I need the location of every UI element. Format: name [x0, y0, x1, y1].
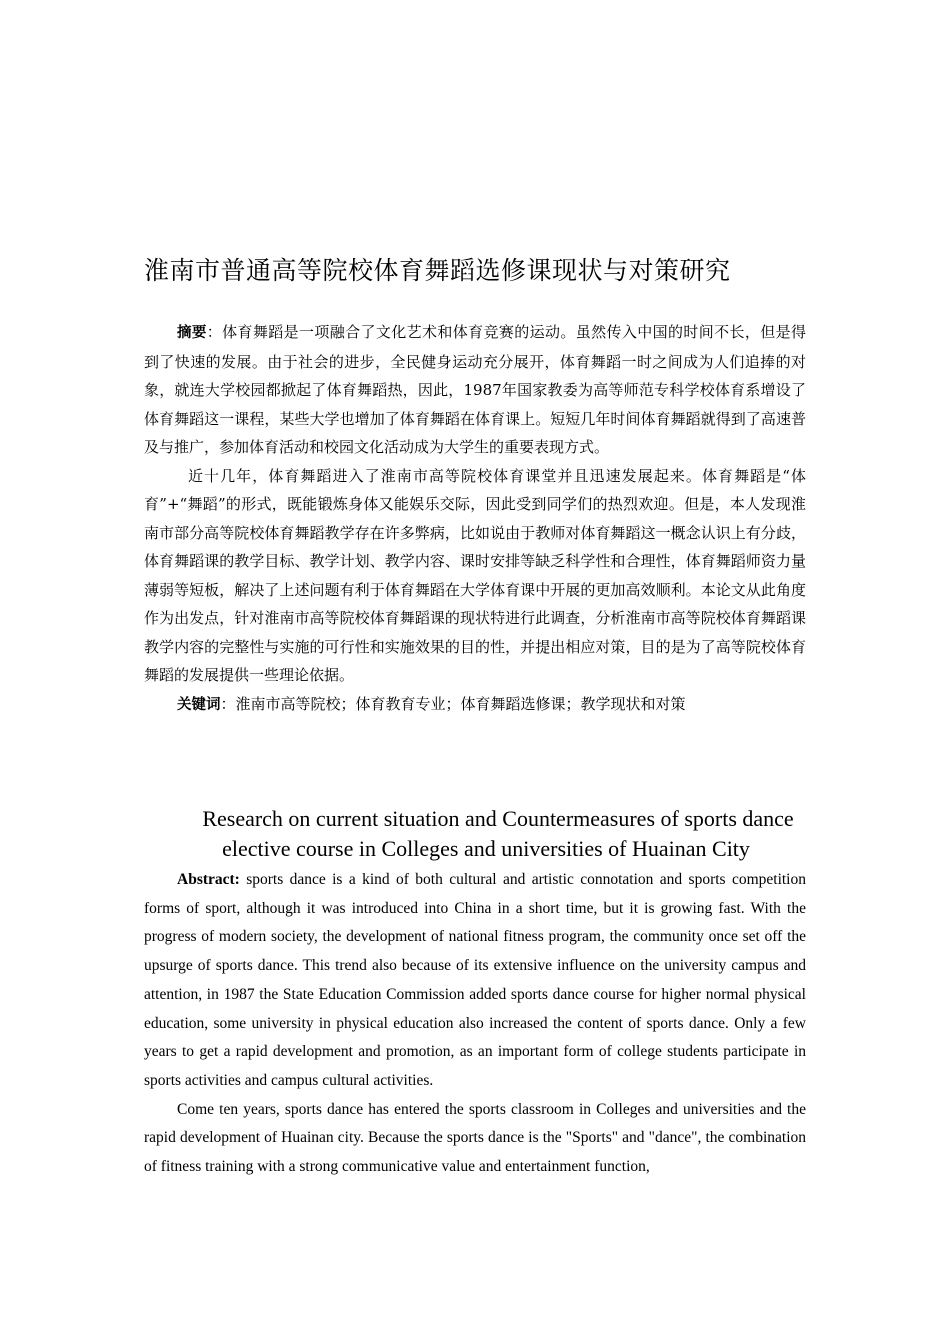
chinese-abstract-paragraph-2: 近十几年，体育舞蹈进入了淮南市高等院校体育课堂并且迅速发展起来。体育舞蹈是“体育”+“舞蹈”的形式，既能锻炼身体又能娱乐交际，因此受到同学们的热烈欢迎。但是，本人发现淮南市部分高等院校体育舞蹈教学存在许多弊病，比如说由于教师对体育舞蹈这一概念认识上有分歧，体育舞蹈课的教学目标、教学计划、教学内容、课时安排等缺乏科学性和合理性，体育舞蹈师资力量薄弱等短板，解决了上述问题有利于体育舞蹈在大学体育课中开展的更加高效顺利。本论文从此角度作为出发点，针对淮南市高等院校体育舞蹈课的现状特进行此调查，分析淮南市高等院校体育舞蹈课教学内容的完整性与实施的可行性和实施效果的目的性，并提出相应对策，目的是为了高等院校体育舞蹈的发展提供一些理论依据。 [144, 466, 806, 684]
keywords-label: 关键词 [177, 696, 221, 713]
english-abstract-section [144, 866, 806, 1182]
english-abstract-text-1: sports dance is a kind of both cultural and artistic connotation and sports competition forms of sport, although it was introduced into China in a short time, but it is growing fast. With the progress of modern society, the development of national fitness program, the community once set off the upsurge of sports dance. This trend also because of its extensive influence on the university campus and attention, in 1987 the State Education Commission added sports dance course for higher normal physical education, some university in physical education also increased the content of sports dance. Only a few years to get a rapid development and promotion, as an important form of college students participate in sports activities and campus cultural activities. [144, 871, 806, 1089]
keywords-text: 淮南市高等院校；体育教育专业；体育舞蹈选修课；教学现状和对策 [235, 694, 686, 713]
english-abstract-label: Abstract: [177, 871, 240, 888]
chinese-abstract-paragraph-1 [144, 318, 806, 462]
keywords-label-colon: ： [220, 694, 236, 713]
abstract-label: 摘要 [177, 325, 207, 341]
chinese-keywords [144, 690, 806, 720]
english-abstract-paragraph-1 [144, 866, 806, 1096]
chinese-title: 淮南市普通高等院校体育舞蹈选修课现状与对策研究 [144, 256, 731, 285]
english-title-line-1: Research on current situation and Countermeasures of sports dance [202, 806, 794, 831]
english-title-line-2: elective course in Colleges and universities of Huainan City [222, 836, 750, 861]
abstract-label-colon: ： [206, 323, 223, 341]
english-title [144, 804, 806, 864]
chinese-abstract-section [144, 318, 806, 719]
abstract-text-1: 体育舞蹈是一项融合了文化艺术和体育竞赛的运动。虽然传入中国的时间不长，但是得到了快速的发展。由于社会的进步，全民健身运动充分展开，体育舞蹈一时之间成为人们追捧的对象，就连大学校园都掀起了体育舞蹈热，因此，1987年国家教委为高等师范专科学校体育系增设了体育舞蹈这一课程，某些大学也增加了体育舞蹈在体育课上。短短几年时间体育舞蹈就得到了高速普及与推广，参加体育活动和校园文化活动成为大学生的重要表现方式。 [144, 323, 806, 456]
english-abstract-paragraph-2: Come ten years, sports dance has entered the sports classroom in Colleges and universities and the rapid development of Huainan city. Because the sports dance is the "Sports" and "dance", the combination of fitness training with a strong communicative value and entertainment function, [144, 1100, 806, 1176]
